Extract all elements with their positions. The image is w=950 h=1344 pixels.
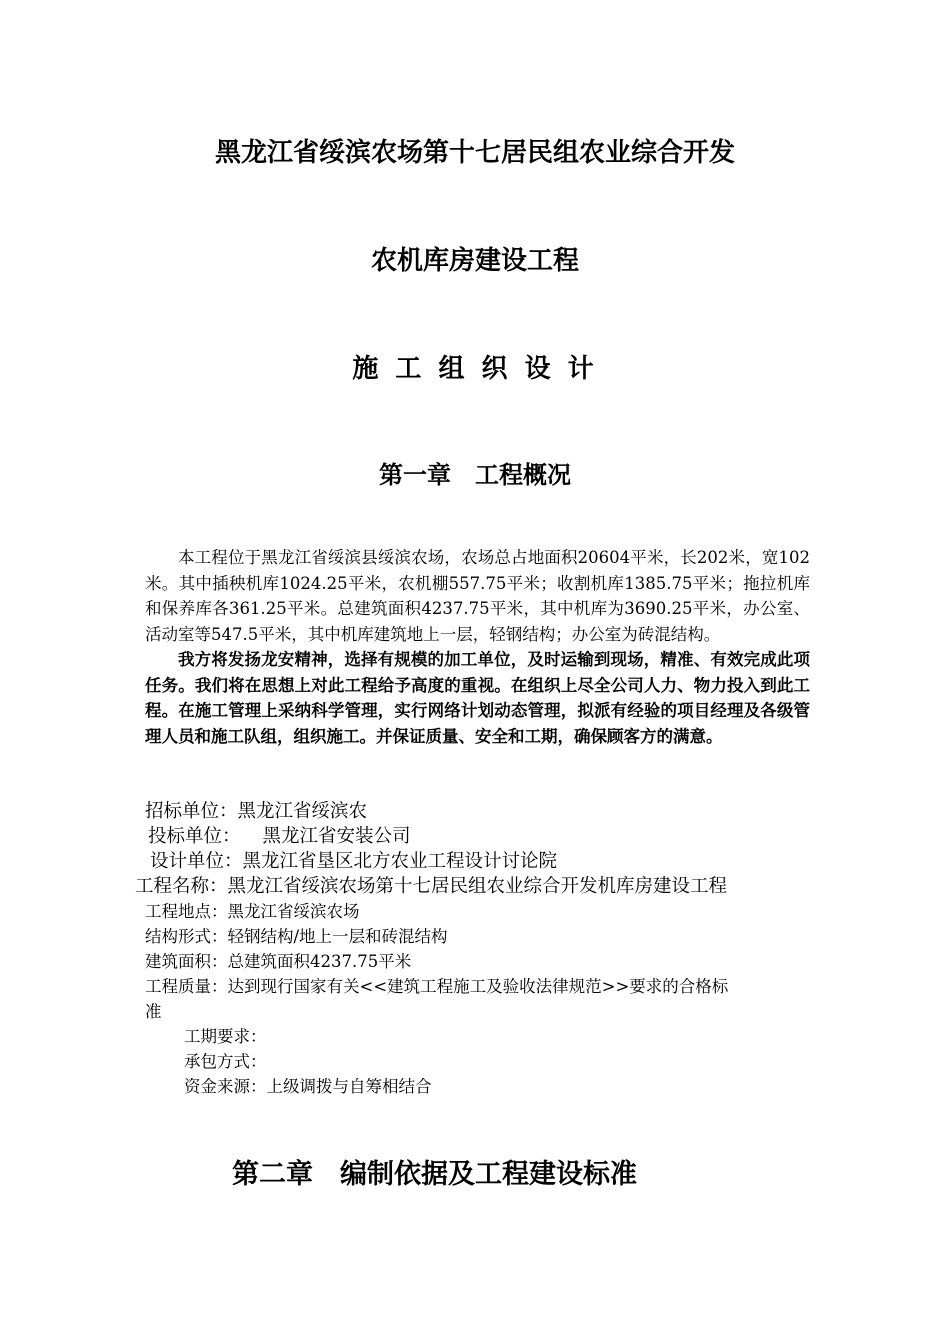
- funding-source-value: 上级调拨与自筹相结合: [266, 1077, 432, 1096]
- chapter1-heading: 第一章 工程概况: [379, 461, 571, 489]
- funding-source-label: 资金来源：: [184, 1077, 267, 1096]
- bidder-unit-value: 黑龙江省安装公司: [262, 826, 411, 847]
- bidder-unit-label: 投标单位：: [148, 826, 241, 847]
- structure-type-value: 轻钢结构/地上一层和砖混结构: [227, 927, 448, 946]
- design-unit: [150, 847, 557, 873]
- building-area-value: 总建筑面积4237.75平米: [227, 952, 412, 971]
- building-area-label: 建筑面积：: [145, 952, 228, 971]
- bidder-unit: [148, 822, 411, 848]
- building-area: [145, 948, 411, 972]
- project-name-label: 工程名称：: [135, 876, 228, 897]
- tender-unit: [145, 797, 367, 823]
- tender-unit-value: 黑龙江省绥滨农: [237, 801, 368, 822]
- design-unit-label: 设计单位：: [150, 851, 243, 872]
- project-name: [135, 872, 727, 898]
- project-location-value: 黑龙江省绥滨农场: [227, 902, 360, 921]
- chapter2-heading: 第二章 编制依据及工程建设标准: [232, 1159, 637, 1190]
- contract-method: 承包方式：: [184, 1052, 267, 1071]
- document-title-line3: 施 工 组 织 设 计: [352, 354, 598, 384]
- design-unit-value: 黑龙江省垦区北方农业工程设计讨论院: [242, 851, 558, 872]
- project-quality-continued: 准: [145, 1002, 162, 1021]
- project-quality: [145, 973, 728, 997]
- commitment-paragraph: 我方将发扬龙安精神，选择有规模的加工单位，及时运输到现场，精准、有效完成此项任务。我们将在思想上对此工程给予高度的重视。在组织上尽全公司人力、物力投入到此工程。在施工管理上采纳科学管理，实行网络计划动态管理，拟派有经验的项目经理及各级管理人员和施工队组，组织施工。并保证质量、安全和工期，确保顾客方的满意。: [145, 650, 810, 746]
- project-location: [145, 898, 360, 922]
- schedule-requirement: 工期要求：: [184, 1027, 267, 1046]
- project-location-label: 工程地点：: [145, 902, 228, 921]
- structure-type: [145, 923, 448, 947]
- document-title-line1: 黑龙江省绥滨农场第十七居民组农业综合开发: [214, 138, 735, 168]
- document-title-line2: 农机库房建设工程: [370, 246, 579, 276]
- project-quality-label: 工程质量：: [145, 977, 228, 996]
- overview-section: [145, 545, 810, 749]
- project-name-value: 黑龙江省绥滨农场第十七居民组农业综合开发机库房建设工程: [227, 876, 728, 897]
- overview-paragraph: 本工程位于黑龙江省绥滨县绥滨农场，农场总占地面积20604平米，长202米，宽102米。其中插秧机库1024.25平米，农机棚557.75平米；收割机库1385.75平米；拖拉机库和保养库各361.25平米。总建筑面积4237.75平米，其中机库为3690.25平米，办公室、活动室等547.5平米，其中机库建筑地上一层，轻钢结构；办公室为砖混结构。: [145, 548, 810, 644]
- structure-type-label: 结构形式：: [145, 927, 228, 946]
- tender-unit-label: 招标单位：: [145, 801, 238, 822]
- project-quality-value: 达到现行国家有关<<建筑工程施工及验收法律规范>>要求的合格标: [227, 977, 729, 996]
- funding-source: [184, 1073, 432, 1097]
